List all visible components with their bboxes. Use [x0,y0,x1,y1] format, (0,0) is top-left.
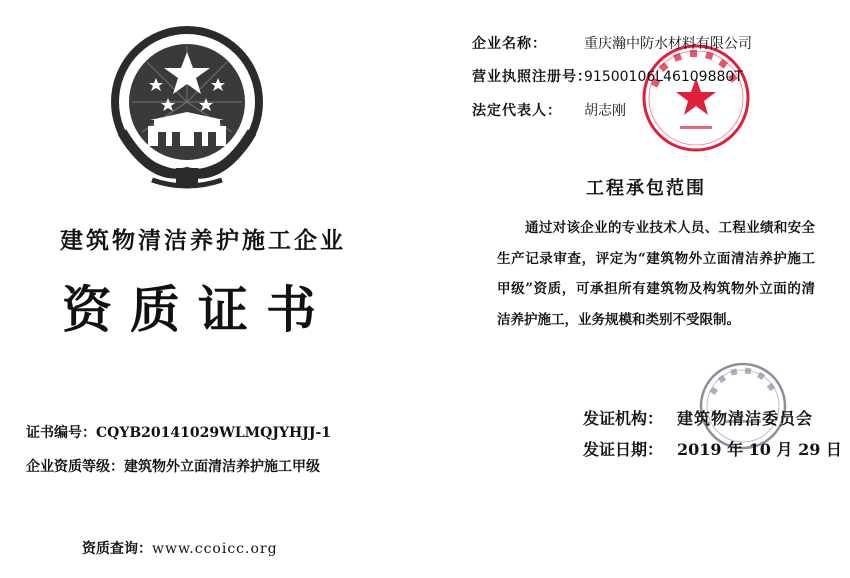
qualification-grade-value: 建筑物外立面清洁养护施工甲级 [124,459,320,475]
issue-date [583,437,842,460]
issue-date-value: 2019 年 10 月 29 日 [677,440,842,459]
certificate-type: 建筑物清洁养护施工企业 [60,227,346,254]
company-seal-icon [640,42,752,154]
legal-representative-label: 法定代表人： [472,103,562,119]
certificate-number-label: 证书编号： [26,425,96,441]
company-name-label: 企业名称： [472,36,547,52]
issuing-authority-value: 建筑物清洁委员会 [677,409,814,428]
national-emblem-icon [92,22,282,192]
certificate-number-value: CQYB20141029WLMQJYHJJ-1 [96,425,331,441]
business-license-label: 营业执照注册号： [472,69,592,85]
legal-representative [472,100,626,120]
scope-title: 工程承包范围 [586,178,706,199]
issuing-authority [583,406,813,429]
qualification-grade [26,456,320,476]
company-name [472,33,752,53]
business-license-value: 91500106L46109880T [584,69,743,85]
qualification-query-label: 资质查询： [82,541,152,557]
certificate-number [26,422,331,442]
qualification-query-url: www.ccoicc.org [152,541,278,557]
issue-date-label: 发证日期： [583,440,664,459]
certificate-title: 资质证书 [62,280,334,339]
issuing-authority-label: 发证机构： [583,409,664,428]
scope-text: 通过对该企业的专业技术人员、工程业绩和安全生产记录审查，评定为“建筑物外立面清洁养护施工甲级”资质，可承担所有建筑物及构筑物外立面的清洁养护施工，业务规模和类别不受限制。 [497,220,815,328]
business-license-number [472,66,743,86]
legal-representative-value: 胡志刚 [584,103,626,119]
qualification-grade-label: 企业资质等级： [26,459,124,475]
company-name-value: 重庆瀚中防水材料有限公司 [584,36,752,52]
qualification-query [82,538,278,558]
